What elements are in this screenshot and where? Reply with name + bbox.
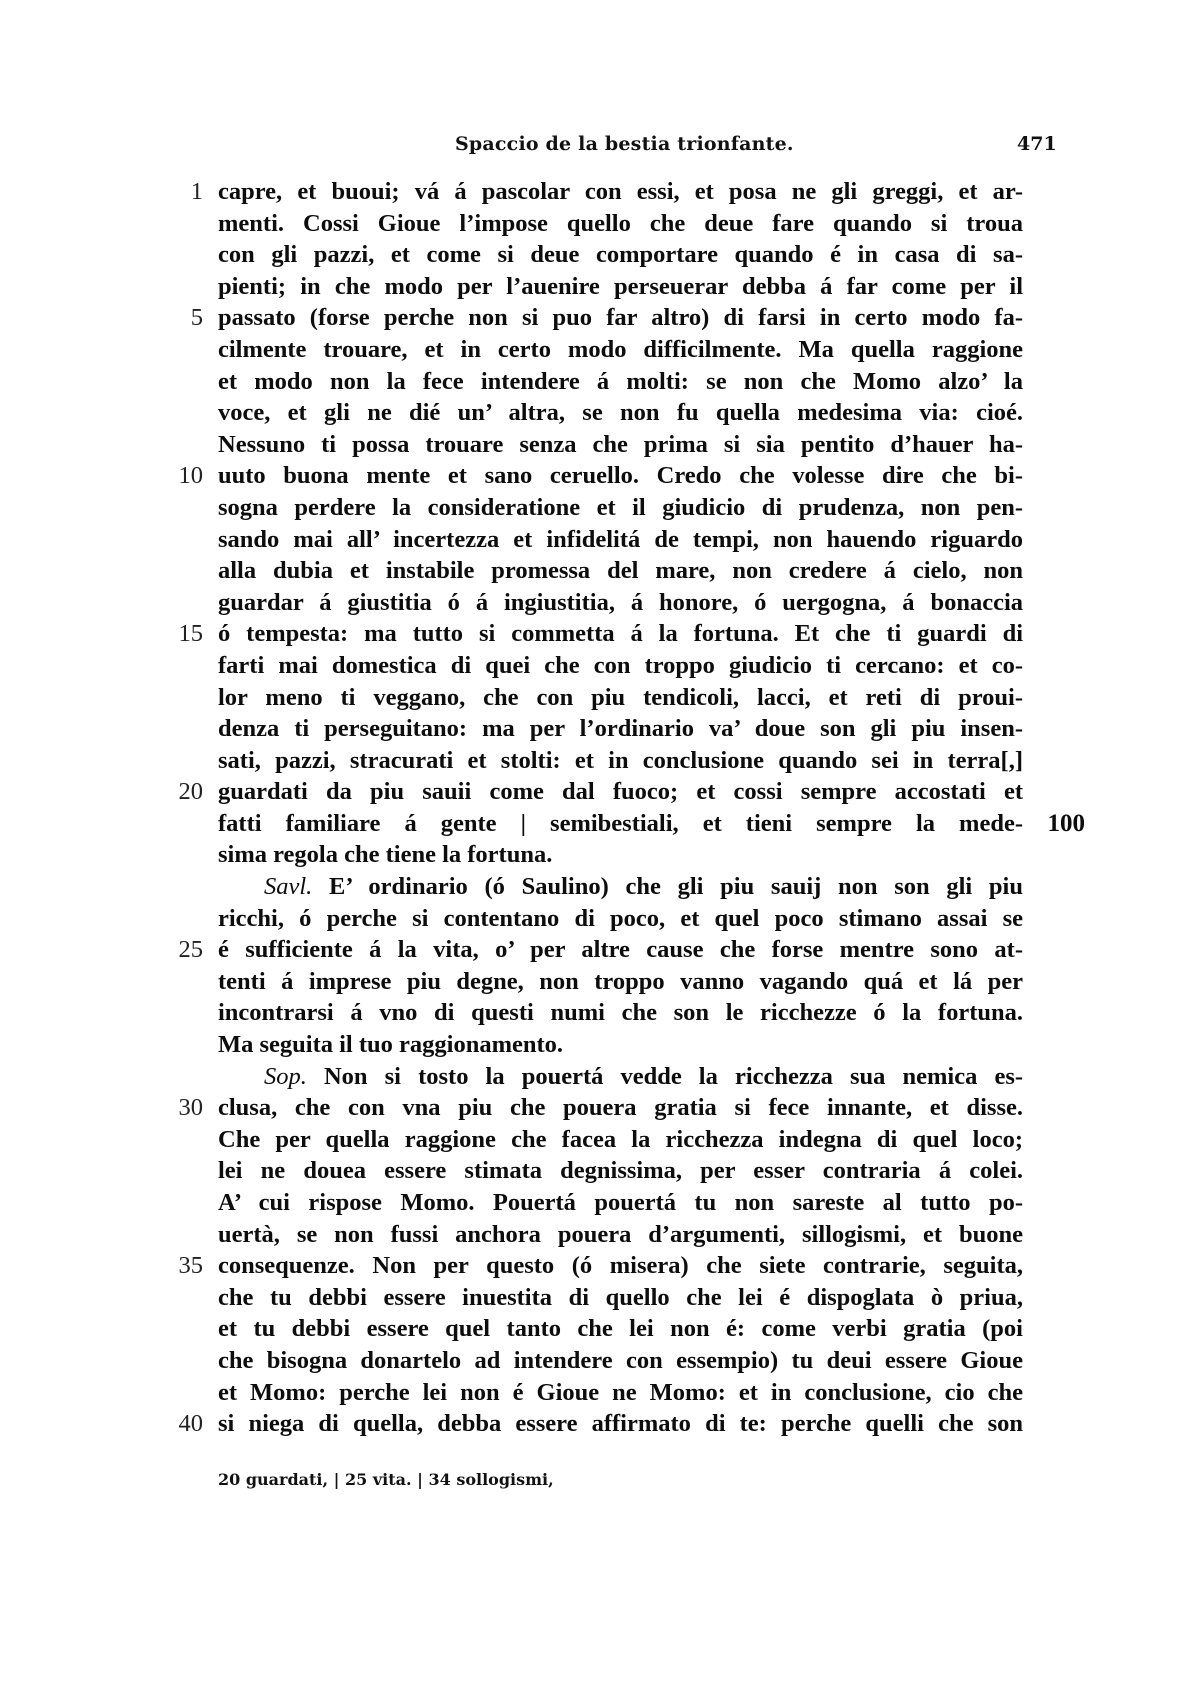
line-number: 30 [178, 1094, 203, 1122]
line-text: che tu debbi essere inuestita di quello che lei é dispoglata ò priua, [218, 1283, 1023, 1311]
speaker-label: Savl. [264, 873, 313, 901]
text-line [178, 618, 1023, 650]
line-text: uertà, se non fussi anchora pouera d’argumenti, sillogismi, et buone [218, 1220, 1023, 1248]
text-line [190, 302, 1023, 334]
text-line [218, 808, 1085, 840]
line-number: 5 [190, 304, 203, 332]
text-line [190, 176, 1023, 208]
text-line [218, 208, 1023, 240]
line-text: lor meno ti veggano, che con piu tendicoli, lacci, et reti di proui- [218, 683, 1023, 711]
text-line [218, 524, 1023, 556]
line-text: guardati da piu sauii come dal fuoco; et cossi sempre accostati et [218, 778, 1023, 806]
text-line [218, 713, 1023, 745]
line-text: passato (forse perche non si puo far altro) di farsi in certo modo fa- [218, 304, 1023, 332]
page-header [0, 133, 1203, 163]
line-text: E’ ordinario (ó Saulino) che gli piu sauij non son gli piu [329, 873, 1023, 901]
text-line [218, 1187, 1023, 1219]
line-text: A’ cui rispose Momo. Pouertá pouertá tu non sareste al tutto po- [218, 1189, 1023, 1216]
line-text: Non si tosto la pouertá vedde la ricchezza sua nemica es- [323, 1062, 1024, 1090]
text-line [218, 745, 1023, 777]
footnote-apparatus: 20 guardati, | 25 vita. | 34 sollogismi, [218, 1470, 554, 1489]
text-line [218, 429, 1023, 461]
line-text: sogna perdere la consideratione et il giudicio di prudenza, non pen- [218, 493, 1023, 521]
line-text: et Momo: perche lei non é Gioue ne Momo: et in conclusione, cio che [218, 1378, 1023, 1406]
text-line [218, 1345, 1023, 1377]
line-text: sando mai all’ incertezza et infidelitá de tempi, non hauendo riguardo [218, 525, 1023, 553]
line-text: lei ne douea essere stimata degnissima, per esser contraria á colei. [218, 1157, 1023, 1185]
line-text: et modo non la fece intendere á molti: se non che Momo alzo’ la [218, 367, 1023, 395]
line-text: Nessuno ti possa trouare senza che prima si sia pentito d’hauer ha- [218, 430, 1023, 458]
line-text: capre, et buoui; vá á pascolar con essi, et posa ne gli greggi, et ar- [218, 178, 1023, 205]
line-text: menti. Cossi Gioue l’impose quello che deue fare quando si troua [218, 209, 1023, 237]
text-line [218, 1124, 1023, 1156]
line-text: guardar á giustitia ó á ingiustitia, á honore, ó uergogna, á bonaccia [218, 588, 1023, 616]
text-line [178, 776, 1023, 808]
text-line [218, 334, 1023, 366]
line-text: Ma seguita il tuo raggionamento. [218, 1031, 564, 1059]
line-number: 15 [178, 620, 203, 648]
text-line [218, 397, 1023, 429]
line-number: 1 [190, 178, 203, 205]
text-line [178, 1092, 1023, 1124]
line-text: pienti; in che modo per l’auenire perseuerar debba á far come per il [218, 272, 1023, 300]
line-text: con gli pazzi, et come si deue comportare quando é in casa di sa- [218, 241, 1023, 269]
line-text: consequenze. Non per questo (ó misera) che siete contrarie, seguita, [218, 1252, 1023, 1280]
line-text: clusa, che con vna piu che pouera gratia si fece innante, et disse. [218, 1094, 1023, 1122]
line-text: fatti familiare á gente | semibestiali, et tieni sempre la mede- [218, 809, 1023, 837]
line-text: incontrarsi á vno di questi numi che son le ricchezze ó la fortuna. [218, 999, 1023, 1027]
line-text: voce, et gli ne dié un’ altra, se non fu quella medesima via: cioé. [218, 399, 1023, 427]
line-text: cilmente trouare, et in certo modo difficilmente. Ma quella raggione [218, 335, 1023, 363]
line-text: sima regola che tiene la fortuna. [218, 841, 553, 869]
text-line [218, 492, 1023, 524]
line-number: 20 [178, 778, 203, 806]
line-text: sati, pazzi, stracurati et stolti: et in conclusione quando sei in terra[,] [218, 746, 1023, 774]
text-line [218, 871, 1023, 903]
line-text: tenti á imprese piu degne, non troppo vanno vagando quá et lá per [218, 967, 1023, 995]
text-line [218, 997, 1023, 1029]
text-line [218, 1061, 1023, 1093]
text-line [218, 903, 1023, 935]
line-text: ricchi, ó perche si contentano di poco, et quel poco stimano assai se [218, 904, 1023, 932]
text-line [218, 1313, 1023, 1345]
line-text: et tu debbi essere quel tanto che lei non é: come verbi gratia (poi [218, 1315, 1023, 1343]
text-line [218, 555, 1023, 587]
text-line [218, 966, 1023, 998]
text-line [218, 366, 1023, 398]
line-number: 10 [178, 462, 203, 490]
line-text: che bisogna donartelo ad intendere con essempio) tu deui essere Gioue [218, 1346, 1023, 1374]
text-line [218, 1219, 1023, 1251]
line-text: alla dubia et instabile promessa del mare, non credere á cielo, non [218, 557, 1023, 585]
line-number: 35 [178, 1252, 203, 1280]
line-text: é sufficiente á la vita, o’ per altre cause che forse mentre sono at- [218, 936, 1023, 964]
line-text: uuto buona mente et sano ceruello. Credo che volesse dire che bi- [218, 462, 1023, 490]
margin-page-reference: 100 [1047, 809, 1085, 837]
text-line [178, 460, 1023, 492]
running-title: Spaccio de la bestia trionfante. [455, 133, 794, 155]
text-line [218, 1377, 1023, 1409]
text-line [218, 682, 1023, 714]
text-line [218, 587, 1023, 619]
line-text: Che per quella raggione che facea la ricchezza indegna di quel loco; [218, 1125, 1023, 1153]
text-line [218, 1029, 1023, 1061]
text-line [218, 271, 1023, 303]
text-line [218, 239, 1023, 271]
page-number: 471 [1017, 133, 1057, 155]
text-line [218, 650, 1023, 682]
text-line [178, 1250, 1023, 1282]
line-text: ó tempesta: ma tutto si commetta á la fortuna. Et che ti guardi di [218, 620, 1023, 648]
text-line [178, 934, 1023, 966]
text-line [218, 839, 1023, 871]
text-line [178, 1408, 1023, 1440]
line-text: denza ti perseguitano: ma per l’ordinario va’ doue son gli piu insen- [218, 715, 1023, 743]
speaker-label: Sop. [264, 1062, 307, 1090]
line-text: si niega di quella, debba essere affirmato di te: perche quelli che son [218, 1410, 1023, 1438]
line-number: 40 [178, 1410, 203, 1438]
main-text [178, 176, 1085, 1440]
text-line [218, 1155, 1023, 1187]
line-text: farti mai domestica di quei che con troppo giudicio ti cercano: et co- [218, 651, 1023, 679]
line-number: 25 [178, 936, 203, 964]
text-line [218, 1282, 1023, 1314]
